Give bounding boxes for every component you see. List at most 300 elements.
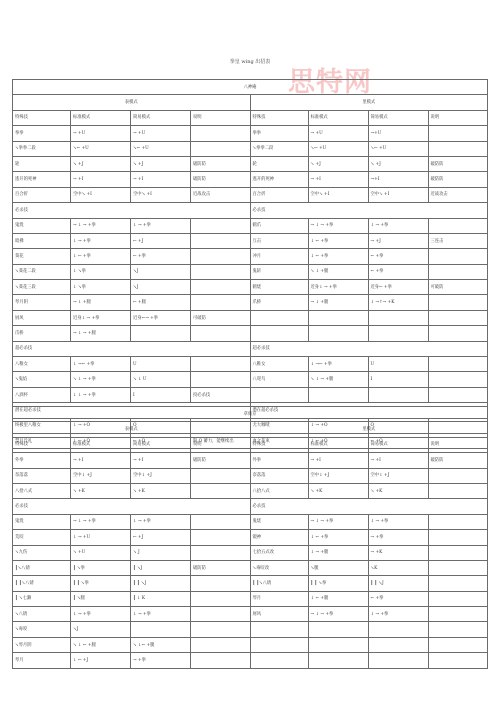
table-cell: 空中↓ +J [308, 468, 368, 483]
table-cell: ↘ +J [131, 156, 191, 171]
table-row [13, 545, 488, 560]
table-cell: ↘K [368, 560, 428, 575]
table-cell: 锻神 [250, 530, 308, 545]
table-row [13, 622, 488, 637]
table-cell [250, 387, 308, 402]
section-row [13, 203, 488, 218]
table-cell: ↘葵花二段 [13, 264, 71, 279]
table-cell [428, 372, 488, 387]
table-row [13, 172, 488, 187]
column-header: 简易模式 [368, 437, 428, 452]
table-cell: 禁月氏礼 [13, 433, 71, 448]
table-cell: ← +J [131, 530, 191, 545]
table-cell [368, 653, 428, 668]
table-cell: 空中↓ +J [368, 468, 428, 483]
table-cell [250, 637, 308, 652]
table-cell [191, 514, 251, 529]
character-name-row [13, 407, 488, 422]
table-cell: → ↓ → +拳 [71, 218, 131, 233]
table-cell [368, 310, 428, 325]
table-cell: ↘ +J [71, 156, 131, 171]
table-cell: ↓ → +拳 [131, 607, 191, 622]
table-cell: 琴月 [250, 591, 308, 606]
table-row [13, 530, 488, 545]
table-cell [368, 387, 428, 402]
table-cell: ┃ ↘拳 [71, 560, 131, 575]
table-cell: 鬼烧 [13, 514, 71, 529]
table-cell [308, 622, 368, 637]
table-cell: 近战攻击 [191, 187, 251, 202]
table-cell: → +U [308, 126, 368, 141]
table-cell: ┃ ↘七濑 [13, 591, 71, 606]
table-cell [191, 591, 251, 606]
table-cell [131, 622, 191, 637]
table-cell: ↘鬼焰 [13, 372, 71, 387]
column-header: 特殊技 [250, 437, 308, 452]
watermark-logo: 思特网 [288, 67, 372, 98]
table-cell: ↘J [131, 280, 191, 295]
column-header: 说明 [191, 437, 251, 452]
table-cell: 近身←→ +拳 [131, 310, 191, 325]
section-label: 必杀技 [13, 203, 251, 218]
table-cell [191, 576, 251, 591]
table-cell [428, 576, 488, 591]
table-cell [428, 622, 488, 637]
table-cell [428, 560, 488, 575]
table-cell [191, 372, 251, 387]
table-cell: 鬼烧 [13, 218, 71, 233]
table-cell [428, 326, 488, 341]
table-cell [428, 591, 488, 606]
table-cell: → +U [71, 126, 131, 141]
table-cell: ┃ ↘腿 [71, 591, 131, 606]
table-cell: → ↓ → +拳 [308, 514, 368, 529]
table-cell [428, 637, 488, 652]
table-cell: ↓ → +O [308, 418, 368, 433]
character-name: 八神庵 [13, 80, 488, 95]
table-cell: 破防防 [428, 156, 488, 171]
table-cell: 百合折 [13, 187, 71, 202]
table-cell: ┃ ┃↘八锖 [13, 576, 71, 591]
table-cell: 八咫鸟 [250, 372, 308, 387]
table-cell: → +J [368, 233, 428, 248]
table-cell: ↘ +J [308, 156, 368, 171]
table-cell: 限 O 蓄力，能继续出 [191, 433, 251, 448]
table-cell: 屑风 [250, 607, 308, 622]
table-cell: ↘ +K [131, 483, 191, 498]
table-row [13, 453, 488, 468]
section-row [13, 499, 488, 514]
table-row [13, 187, 488, 202]
table-cell: 破防防 [428, 453, 488, 468]
table-cell: 奈落落 [13, 468, 71, 483]
table-cell: ↘腿 [308, 560, 368, 575]
table-cell: ┃ ┃ ↘J [368, 576, 428, 591]
table-cell [191, 295, 251, 310]
table-cell: ↘ +K [308, 483, 368, 498]
table-cell: ↓ → +拳 [368, 607, 428, 622]
table-cell: 三连击 [428, 233, 488, 248]
table-cell [191, 530, 251, 545]
table-cell [191, 249, 251, 264]
table-cell: 冲月 [250, 249, 308, 264]
table-cell: → ↓ → +拳 [308, 607, 368, 622]
table-cell: ↓ ↘拳 [71, 264, 131, 279]
table-cell: ↘毒咬 [13, 622, 71, 637]
table-cell: O [368, 418, 428, 433]
table-cell: ↘八锖 [13, 607, 71, 622]
table-cell: ↘ ↓ U [131, 372, 191, 387]
table-cell [368, 622, 428, 637]
table-cell: → +I [368, 453, 428, 468]
table-cell [191, 607, 251, 622]
table-cell [428, 653, 488, 668]
character-name: 草薙京 [13, 407, 488, 422]
table-cell: 琴月 [13, 653, 71, 668]
column-header: 说明 [428, 437, 488, 452]
table-cell: → +I [71, 453, 131, 468]
column-header: 标准模式 [71, 437, 131, 452]
table-cell: 暗拂 [13, 233, 71, 248]
column-header: 特殊技 [13, 110, 71, 125]
table-row [13, 295, 488, 310]
table-cell: 可破防 [428, 280, 488, 295]
table-cell: 空中↓ +J [71, 468, 131, 483]
move-table [12, 406, 488, 669]
table-cell: 鬼斩 [250, 264, 308, 279]
table-cell [308, 310, 368, 325]
table-cell: ↘ ↓ ← +腿 [71, 637, 131, 652]
table-cell: → +I [71, 172, 131, 187]
table-cell: → +K [368, 545, 428, 560]
table-cell [368, 637, 428, 652]
table-row [13, 141, 488, 156]
table-row [13, 607, 488, 622]
table-cell: → ↓ → +拳 [71, 514, 131, 529]
table-row [13, 264, 488, 279]
table-cell: ← +拳 [131, 249, 191, 264]
table-cell: 葵花 [13, 249, 71, 264]
table-cell: ↘葵花三段 [13, 280, 71, 295]
table-cell [428, 218, 488, 233]
table-cell: ↘← +U [368, 141, 428, 156]
column-header-row [13, 437, 488, 452]
table-cell [428, 295, 488, 310]
table-cell: 拳拳 [13, 126, 71, 141]
table-cell: ↓ → +拳 [71, 607, 131, 622]
table-cell: ↓ ← +O [71, 433, 131, 448]
table-cell [368, 326, 428, 341]
table-cell: → +拳 [131, 653, 191, 668]
table-cell: 琴月阴 [13, 295, 71, 310]
table-cell: → ↓ +腿 [308, 295, 368, 310]
table-cell: ┃↘八锖 [13, 560, 71, 575]
table-cell: 荒咬 [13, 530, 71, 545]
table-cell: 百合折 [250, 187, 308, 202]
table-cell: ↓ →↑→ +K [368, 295, 428, 310]
section-row [13, 341, 488, 356]
table-row [13, 249, 488, 264]
section-label: 超必杀技 [250, 341, 488, 356]
table-cell [191, 264, 251, 279]
table-row [13, 514, 488, 529]
table-cell: ↘拳拳二段 [13, 141, 71, 156]
table-row [13, 387, 488, 402]
table-cell: ↘ +K [71, 483, 131, 498]
table-cell: ↘J [71, 622, 131, 637]
table-cell: ↘← +U [131, 141, 191, 156]
table-cell [191, 468, 251, 483]
table-cell: ↓ → +拳 [131, 514, 191, 529]
table-cell: ← +拳 [368, 264, 428, 279]
table-cell: 八酒杯 [13, 387, 71, 402]
table-cell: 投必杀技 [191, 387, 251, 402]
table-cell: ┃ ┃ ↘J [131, 576, 191, 591]
table-cell: 奈落落 [250, 468, 308, 483]
table-cell: ↘ ↓ → +腿 [308, 372, 368, 387]
table-cell: 破防防 [191, 453, 251, 468]
table-cell: 八拾八式 [13, 483, 71, 498]
column-header: 说明 [191, 110, 251, 125]
table-cell: →+I [368, 172, 428, 187]
table-cell: 八稚女 [13, 357, 71, 372]
table-cell: ↓ → +腿 [308, 545, 368, 560]
column-header: 标准模式 [308, 110, 368, 125]
table-row [13, 468, 488, 483]
table-cell [308, 387, 368, 402]
document-title: 拳皇 wing 出招表 [229, 59, 271, 65]
table-cell: O [131, 418, 191, 433]
table-cell: ← +腿 [131, 295, 191, 310]
table-cell: ↓ ← +拳 [308, 249, 368, 264]
table-cell: 终极里八稚女 [13, 418, 71, 433]
table-cell: 逃开的死神 [250, 172, 308, 187]
table-cell: U [368, 357, 428, 372]
table-cell: → ↓ → +拳 [308, 218, 368, 233]
table-cell: ↓ ← +拳 [308, 530, 368, 545]
table-cell: 鹤烧 [250, 280, 308, 295]
table-row [13, 483, 488, 498]
table-cell [428, 468, 488, 483]
table-cell: 空中↓ +J [131, 468, 191, 483]
table-cell [428, 126, 488, 141]
table-cell: → +U [131, 126, 191, 141]
mode-label: 里模式 [250, 95, 488, 110]
table-cell: 破防防 [191, 156, 251, 171]
table-cell: ↘ ↓ +腿 [308, 264, 368, 279]
table-cell [191, 483, 251, 498]
table-cell: 空中↘ +I [308, 187, 368, 202]
table-cell: U [131, 357, 191, 372]
table-cell: 近身← +拳 [368, 280, 428, 295]
table-cell: ↘← +U [71, 141, 131, 156]
table-cell [191, 218, 251, 233]
table-cell: 血之花束 [250, 433, 308, 448]
mode-label: 表模式 [13, 422, 251, 437]
column-header: 简易模式 [131, 437, 191, 452]
table-cell: ↓ →← +拳 [71, 357, 131, 372]
table-cell [250, 622, 308, 637]
table-cell: ↓ ← +拳 [308, 233, 368, 248]
table-cell: ← +O [368, 433, 428, 448]
table-cell: ┃ ┃ ↘拳 [308, 576, 368, 591]
table-cell [308, 326, 368, 341]
table-cell: 外拳 [250, 453, 308, 468]
table-cell [428, 483, 488, 498]
table-cell: 爪桥 [13, 326, 71, 341]
table-cell: ↓ → +拳 [368, 514, 428, 529]
table-cell: ↓ ← +拳 [71, 249, 131, 264]
table-cell: ↓ → +拳 [71, 233, 131, 248]
table-cell: 空中↘ +I [71, 187, 131, 202]
table-cell [428, 141, 488, 156]
table-cell: ↘拳拳二段 [250, 141, 308, 156]
table-cell: ← +拳 [368, 591, 428, 606]
table-cell: ↘ ↓← +腿 [131, 637, 191, 652]
table-row [13, 591, 488, 606]
column-header: 特殊技 [250, 110, 308, 125]
table-row [13, 233, 488, 248]
table-cell [191, 326, 251, 341]
table-cell [191, 233, 251, 248]
table-row [13, 326, 488, 341]
table-cell: 尤大咖喳 [250, 418, 308, 433]
table-cell [428, 357, 488, 372]
table-cell [250, 653, 308, 668]
table-cell: 外拳 [13, 453, 71, 468]
table-cell: 七拾五式改 [250, 545, 308, 560]
table-cell: 轮 [13, 156, 71, 171]
table-cell: ↘九伤 [13, 545, 71, 560]
table-cell [191, 357, 251, 372]
table-cell: ┃ ┃↘八锖 [250, 576, 308, 591]
table-cell: ↓ → +O [71, 418, 131, 433]
table-row [13, 653, 488, 668]
table-cell: ↘ ↓ → +拳 [71, 372, 131, 387]
table-row [13, 126, 488, 141]
table-row [13, 280, 488, 295]
table-cell [191, 653, 251, 668]
table-cell: 八拾八式 [250, 483, 308, 498]
table-row [13, 357, 488, 372]
move-table [12, 79, 488, 449]
table-cell: ↘ +K [368, 483, 428, 498]
table-cell [191, 545, 251, 560]
table-cell: → +I [131, 453, 191, 468]
table-cell [428, 545, 488, 560]
character-name-row [13, 80, 488, 95]
table-cell: ↘琴月阴 [13, 637, 71, 652]
section-label: 潜在超必杀技 [250, 403, 488, 418]
table-cell: ↘毒咬改 [250, 560, 308, 575]
table-cell: 轮 [250, 156, 308, 171]
column-header-row [13, 110, 488, 125]
column-header: 标准模式 [308, 437, 368, 452]
table-row [13, 637, 488, 652]
table-cell: 破防防 [191, 560, 251, 575]
table-row [13, 560, 488, 575]
table-cell: ┃ ↓ K [131, 591, 191, 606]
table-cell: ↘← +U [308, 141, 368, 156]
table-cell: 鹤爪 [250, 218, 308, 233]
mode-label: 里模式 [250, 422, 488, 437]
table-cell: → ↓ +腿 [71, 295, 131, 310]
table-cell: →+U [368, 126, 428, 141]
table-cell: ↓ ↘拳 [71, 280, 131, 295]
table-cell: ← +J [131, 233, 191, 248]
table-cell: ↓ ← +J [71, 653, 131, 668]
table-cell: 拳拳 [250, 126, 308, 141]
table-row [13, 372, 488, 387]
table-cell [191, 141, 251, 156]
table-cell [191, 280, 251, 295]
table-cell [428, 530, 488, 545]
table-cell: 八稚女 [250, 357, 308, 372]
table-cell: ↘ +J [368, 156, 428, 171]
table-cell [428, 249, 488, 264]
table-cell [191, 622, 251, 637]
table-cell: ↘ J [131, 545, 191, 560]
table-cell: 破防防 [191, 172, 251, 187]
table-cell: ↘ +U [71, 545, 131, 560]
table-cell: ↓ →← +拳 [308, 357, 368, 372]
section-label: 超必杀技 [13, 341, 251, 356]
mode-row [13, 422, 488, 437]
table-cell: 屑风 [13, 310, 71, 325]
table-cell: I [368, 372, 428, 387]
table-cell: ┃ ↘J [131, 560, 191, 575]
table-cell: ↓ → +拳 [131, 218, 191, 233]
table-cell: ↓ ← +腿 [308, 591, 368, 606]
section-label: 潜在超必杀技 [13, 403, 251, 418]
column-header: 简易模式 [131, 110, 191, 125]
table-row [13, 310, 488, 325]
table-cell: 破防防 [428, 172, 488, 187]
table-row [13, 156, 488, 171]
table-cell: → +拳 [368, 530, 428, 545]
table-cell: 爪桥 [250, 295, 308, 310]
table-cell: → +I [308, 453, 368, 468]
column-header: 特殊技 [13, 437, 71, 452]
table-cell: 空中↘ +I [131, 187, 191, 202]
table-cell: → +I [131, 172, 191, 187]
table-cell: 空中↘ +I [368, 187, 428, 202]
column-header: 标准模式 [71, 110, 131, 125]
table-cell [428, 387, 488, 402]
mode-row [13, 95, 488, 110]
table-cell: 近身↓ → +拳 [308, 280, 368, 295]
table-cell: ↘J [131, 264, 191, 279]
table-cell: ← +拳 [368, 249, 428, 264]
column-header: 简易模式 [368, 110, 428, 125]
table-cell: ↓ ← +O [308, 433, 368, 448]
column-header: 说明 [428, 110, 488, 125]
table-cell: 逃开的死神 [13, 172, 71, 187]
table-cell [428, 310, 488, 325]
table-row [13, 218, 488, 233]
table-cell [428, 514, 488, 529]
table-cell: ↓ ↓ → +拳 [71, 387, 131, 402]
table-cell: ↓ → +U [71, 530, 131, 545]
section-label: 必杀技 [250, 499, 488, 514]
table-cell [308, 653, 368, 668]
table-cell: ┃ ┃ ↘拳 [71, 576, 131, 591]
table-cell: → +I [308, 172, 368, 187]
table-cell [428, 607, 488, 622]
table-cell: ← +O [131, 433, 191, 448]
section-label: 必杀技 [13, 499, 251, 514]
table-cell [131, 326, 191, 341]
